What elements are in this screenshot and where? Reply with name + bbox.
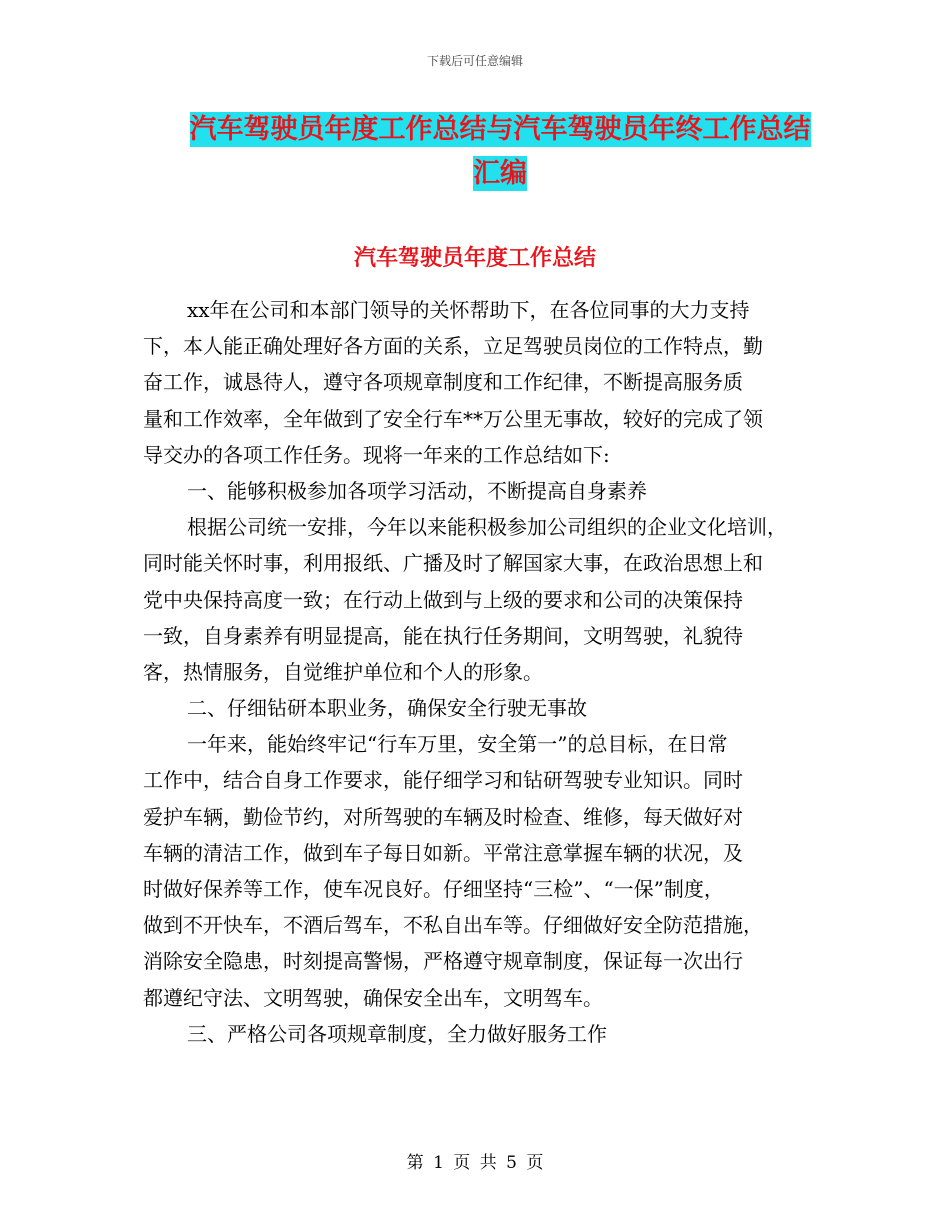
body-line: 一年来，能始终牢记“行车万里，安全第一”的总目标，在日常 [187, 732, 728, 757]
section-heading-3: 三、严格公司各项规章制度，全力做好服务工作 [187, 1021, 607, 1046]
section-heading-1: 一、能够积极参加各项学习活动，不断提高自身素养 [187, 478, 647, 503]
section-title: 汽车驾驶员年度工作总结 [353, 246, 596, 271]
body-line: 一致，自身素养有明显提高，能在执行任务期间，文明驾驶，礼貌待 [143, 623, 743, 648]
body-line: 根据公司统一安排，今年以来能积极参加公司组织的企业文化培训， [187, 515, 787, 540]
body-line: 党中央保持高度一致；在行动上做到与上级的要求和公司的决策保持 [143, 587, 743, 612]
body-line: 客，热情服务，自觉维护单位和个人的形象。 [143, 659, 543, 684]
page-header-note: 下载后可任意编辑 [426, 54, 523, 68]
document-title [140, 108, 860, 196]
document-body [143, 292, 815, 1052]
page-number-footer: 第 1 页 共 5 页 [406, 1153, 544, 1173]
section-heading-2: 二、仔细钻研本职业务，确保安全行驶无事故 [187, 696, 587, 721]
body-line: 爱护车辆，勤俭节约，对所驾驶的车辆及时检查、维修，每天做好对 [143, 804, 743, 829]
body-line: 奋工作，诚恳待人，遵守各项规章制度和工作纪律，不断提高服务质 [143, 370, 743, 395]
body-line: 都遵纪守法、文明驾驶，确保安全出车，文明驾车。 [143, 985, 603, 1010]
body-line: 消除安全隐患，时刻提高警惕，严格遵守规章制度，保证每一次出行 [143, 949, 743, 974]
body-line: 车辆的清洁工作，做到车子每日如新。平常注意掌握车辆的状况，及 [143, 840, 743, 865]
body-line: xx年在公司和本部门领导的关怀帮助下，在各位同事的大力支持 [187, 298, 750, 322]
body-line: 导交办的各项工作任务。现将一年来的工作总结如下: [143, 442, 610, 467]
body-line: 量和工作效率，全年做到了安全行车**万公里无事故，较好的完成了领 [143, 406, 763, 431]
body-line: 下，本人能正确处理好各方面的关系，立足驾驶员岗位的工作特点，勤 [143, 334, 763, 359]
body-line: 同时能关怀时事，利用报纸、广播及时了解国家大事，在政治思想上和 [143, 551, 763, 576]
document-title-line-2: 汇编 [473, 158, 527, 189]
document-title-line-1: 汽车驾驶员年度工作总结与汽车驾驶员年终工作总结 [189, 114, 811, 145]
body-line: 工作中，结合自身工作要求，能仔细学习和钻研驾驶专业知识。同时 [143, 768, 743, 793]
body-line: 时做好保养等工作，使车况良好。仔细坚持“三检”、“一保”制度， [143, 877, 724, 901]
body-line: 做到不开快车，不酒后驾车，不私自出车等。仔细做好安全防范措施， [143, 913, 763, 938]
